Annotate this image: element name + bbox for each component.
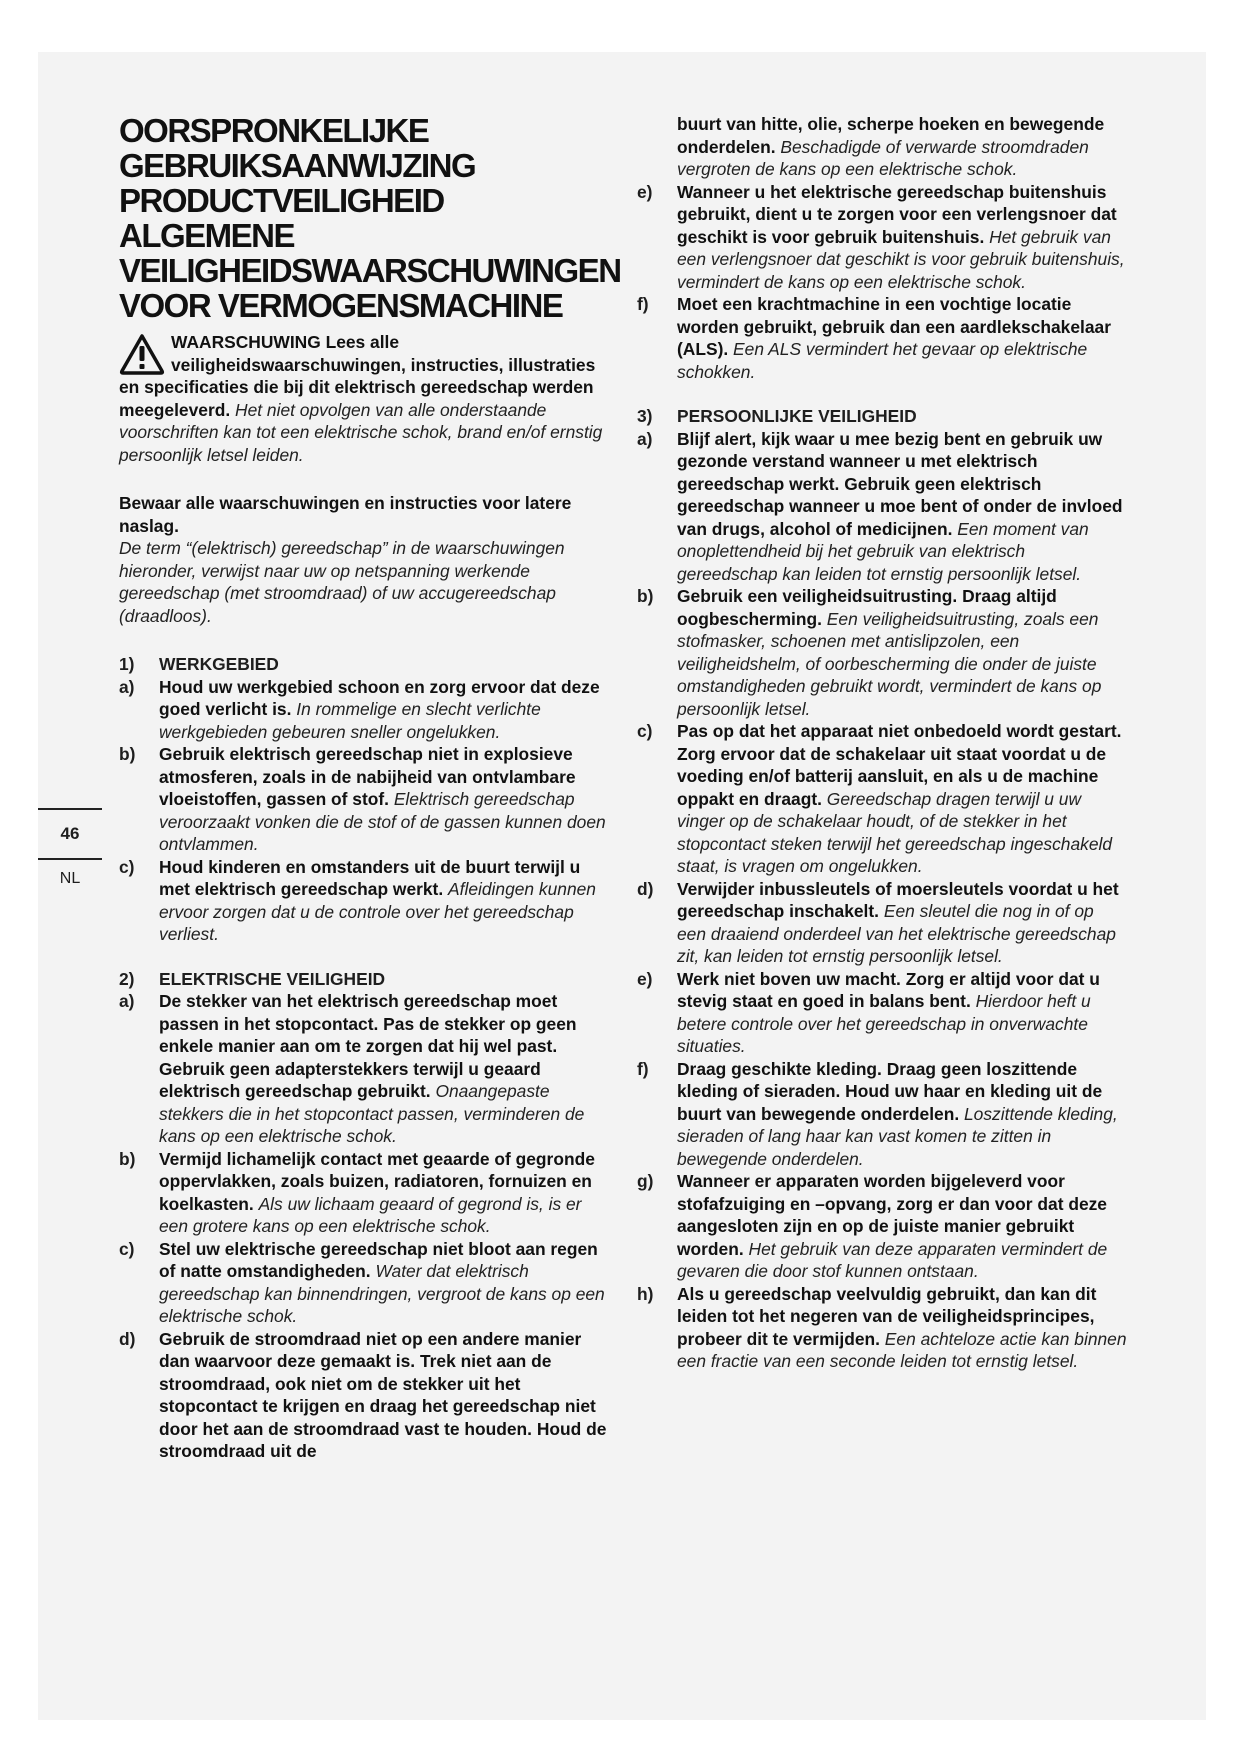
title-line: VEILIGHEIDSWAARSCHUWINGEN [119, 252, 621, 289]
item-italic-text: Een moment van onoplettendheid bij het gebruik van elektrisch gereedschap kan leiden tot ernstig persoonlijk letsel. [677, 518, 1089, 584]
item-italic-text: Beschadigde of verwarde stroomdraden vergroten de kans op een elektrische schok. [677, 136, 1089, 179]
item-bold-text: Verwijder inbussleutels of moersleutels voordat u het gereedschap inschakelt. [677, 878, 1119, 921]
title-line: GEBRUIKSAANWIJZING [119, 147, 476, 184]
list-item [637, 720, 1127, 878]
item-letter: d) [637, 878, 654, 899]
warning-text [119, 354, 609, 467]
item-italic-text: Loszittende kleding, sieraden of lang haar kan vast komen te zitten in bewegende onderdelen. [677, 1103, 1118, 1169]
list-item [637, 428, 1127, 586]
item-italic-text: In rommelige en slecht verlichte werkgebieden gebeuren sneller ongelukken. [159, 699, 541, 742]
item-bold-text: Wanneer u het elektrische gereedschap buitenshuis gebruikt, dient u te zorgen voor een verlengsnoer dat geschikt is voor gebruik buitenshuis. [677, 181, 1117, 247]
item-letter: d) [119, 1328, 136, 1349]
item-letter: a) [119, 991, 135, 1011]
item-bold-text: Gebruik elektrisch gereedschap niet in explosieve atmosferen, zoals in de nabijheid van ontvlambare vloeistoffen, gassen of stof. [159, 744, 576, 809]
list-item-continuation [637, 113, 1127, 181]
section-number: 3) [637, 406, 653, 426]
section-heading [119, 653, 609, 676]
list-item [637, 585, 1127, 720]
list-item [119, 1148, 609, 1238]
list-item [637, 1058, 1127, 1171]
list-item [637, 181, 1127, 294]
item-bold-text: Blijf alert, kijk waar u mee bezig bent en gebruik uw gezonde verstand wanneer u met elektrisch gereedschap werkt. Gebruik geen elektrisch gereedschap wanneer u moe bent of onder de invloed van drugs, alcohol of medicijnen. [677, 428, 1123, 539]
list-item [119, 856, 609, 946]
item-bold-text: Draag geschikte kleding. Draag geen loszittende kleding of sieraden. Houd uw haar en kleding uit de buurt van bewegende onderdelen. [677, 1058, 1103, 1124]
item-bold-text: buurt van hitte, olie, scherpe hoeken en bewegende onderdelen. [677, 114, 1105, 157]
language-code: NL [59, 870, 81, 887]
warning-block [119, 331, 609, 466]
item-letter: c) [637, 721, 653, 741]
item-letter: c) [119, 1238, 135, 1259]
list-item [119, 676, 609, 744]
left-column [119, 112, 621, 1463]
section-title: ELEKTRISCHE VEILIGHEID [159, 968, 386, 989]
right-column [637, 113, 1127, 1373]
warning-heading: WAARSCHUWING Lees alle [171, 332, 400, 352]
item-letter: e) [637, 181, 653, 202]
title-line: PRODUCTVEILIGHEID [119, 182, 444, 219]
item-letter: f) [637, 1058, 649, 1079]
item-italic-text: Hierdoor heft u betere controle over het gereedschap in onverwachte situaties. [677, 991, 1091, 1056]
item-italic-text: Een ALS vermindert het gevaar op elektrische schokken. [677, 339, 1088, 382]
item-letter: c) [119, 856, 135, 877]
keep-bold-text: Bewaar alle waarschuwingen en instructies voor latere naslag. [119, 493, 572, 536]
item-letter: f) [637, 294, 649, 314]
section-title: PERSOONLIJKE VEILIGHEID [677, 406, 917, 426]
item-italic-text: Afleidingen kunnen ervoor zorgen dat u de controle over het gereedschap verliest. [159, 879, 596, 944]
item-letter: e) [637, 968, 653, 989]
item-bold-text: Vermijd lichamelijk contact met geaarde of gegronde oppervlakken, zoals buizen, radiatoren, fornuizen en koelkasten. [159, 1148, 595, 1214]
title-line: VOOR VERMOGENSMACHINE [119, 287, 563, 324]
title-line: OORSPRONKELIJKE [119, 112, 429, 149]
item-bold-text: Houd uw werkgebied schoon en zorg ervoor dat deze goed verlicht is. [159, 676, 600, 719]
item-bold-text: Pas op dat het apparaat niet onbedoeld wordt gestart. Zorg ervoor dat de schakelaar uit staat voordat u de voeding en/of batterij aansluit, en als u de machine oppakt en draagt. [677, 721, 1122, 809]
page-title [119, 112, 621, 324]
item-bold-text: Als u gereedschap veelvuldig gebruikt, dan kan dit leiden tot het negeren van de veiligheidsprincipes, probeer dit te vermijden. [677, 1283, 1097, 1349]
list-item [119, 743, 609, 856]
item-italic-text: Water dat elektrisch gereedschap kan binnendringen, vergroot de kans op een elektrische schok. [159, 1261, 605, 1326]
item-italic-text: Een sleutel die nog in of op een draaiend onderdeel van het elektrische gereedschap zit, kan leiden tot ernstig persoonlijk letsel. [677, 901, 1116, 966]
item-letter: h) [637, 1283, 654, 1304]
list-item [119, 1328, 609, 1463]
item-bold-text: Gebruik een veiligheidsuitrusting. Draag altijd oogbescherming. [677, 586, 1057, 629]
section-heading [637, 405, 1127, 428]
item-letter: b) [119, 1148, 136, 1169]
section-number: 1) [119, 654, 135, 674]
item-letter: b) [637, 586, 654, 606]
section-title: WERKGEBIED [159, 654, 279, 674]
section-number: 2) [119, 968, 135, 989]
item-letter: g) [637, 1171, 654, 1191]
item-bold-text: Werk niet boven uw macht. Zorg er altijd voor dat u stevig staat en goed in balans bent. [677, 968, 1100, 1011]
keep-italic-text: De term “(elektrisch) gereedschap” in de waarschuwingen hieronder, verwijst naar uw op netspanning werkende gereedschap (met stroomdraad) of uw accugereedschap (draadloos). [119, 538, 565, 626]
item-italic-text: Een veiligheidsuitrusting, zoals een stofmasker, schoenen met antislipzolen, een veiligheidshelm, of oorbescherming die onder de juiste omstandigheden gebruikt wordt, vermindert de kans op persoonlijk letsel. [677, 608, 1102, 719]
keep-instructions [119, 492, 609, 627]
item-letter: a) [637, 428, 653, 449]
list-item [637, 878, 1127, 968]
item-italic-text: Gereedschap dragen terwijl u uw vinger op de schakelaar houdt, of de stekker in het stopcontact steken terwijl het gereedschap ingeschakeld staat, is vragen om ongelukken. [677, 788, 1113, 876]
item-bold-text: Gebruik de stroomdraad niet op een andere manier dan waarvoor deze gemaakt is. Trek niet aan de stroomdraad, ook niet om de stekker uit het stopcontact te krijgen en draag het gereedschap niet door het aan de stroomdraad vast te houden. Houd de stroomdraad uit de [159, 1328, 607, 1461]
list-item [637, 968, 1127, 1058]
item-italic-text: Als uw lichaam geaard of gegrond is, is er een grotere kans op een elektrische schok. [159, 1193, 582, 1236]
list-item [637, 293, 1127, 383]
list-item [119, 1238, 609, 1328]
warning-bold-text: veiligheidswaarschuwingen, instructies, illustraties en specificaties die bij dit elektrisch gereedschap werden meegeleverd. [119, 354, 596, 420]
item-italic-text: Het gebruik van een verlengsnoer dat geschikt is voor gebruik buitenshuis, vermindert de kans op een elektrische schok. [677, 226, 1125, 292]
item-bold-text: Wanneer er apparaten worden bijgeleverd voor stofafzuiging en –opvang, zorg er dan voor dat deze aangesloten zijn en op de juiste manier gebruikt worden. [677, 1171, 1107, 1259]
item-letter: b) [119, 744, 136, 764]
item-bold-text: Moet een krachtmachine in een vochtige locatie worden gebruikt, gebruik dan een aardlekschakelaar (ALS). [677, 294, 1111, 359]
page-number: 46 [60, 824, 80, 843]
page-margin-tab [38, 808, 102, 888]
title-line: ALGEMENE [119, 217, 295, 254]
item-bold-text: Stel uw elektrische gereedschap niet bloot aan regen of natte omstandigheden. [159, 1238, 598, 1281]
section-heading [119, 968, 609, 991]
item-bold-text: De stekker van het elektrisch gereedschap moet passen in het stopcontact. Pas de stekker op geen enkele manier aan om te zorgen dat hij wel past. Gebruik geen adapterstekkers terwijl u geaard elektrisch gereedschap gebruikt. [159, 991, 577, 1101]
item-letter: a) [119, 676, 135, 697]
list-item [637, 1170, 1127, 1283]
item-bold-text: Houd kinderen en omstanders uit de buurt terwijl u met elektrisch gereedschap werkt. [159, 856, 581, 899]
item-italic-text: Het gebruik van deze apparaten vermindert de gevaren die door stof kunnen ontstaan. [677, 1238, 1108, 1281]
item-italic-text: Onaangepaste stekkers die in het stopcontact passen, verminderen de kans op een elektrische schok. [159, 1081, 585, 1146]
list-item [119, 990, 609, 1148]
item-italic-text: Elektrisch gereedschap veroorzaakt vonken die de stof of de gassen kunnen doen ontvlammen. [159, 789, 606, 854]
warning-italic-text: Het niet opvolgen van alle onderstaande voorschriften kan tot een elektrische schok, brand en/of ernstig persoonlijk letsel leiden. [119, 399, 603, 465]
item-italic-text: Een achteloze actie kan binnen een fractie van een seconde leiden tot ernstig letsel. [677, 1328, 1127, 1371]
list-item [637, 1283, 1127, 1373]
warning-triangle-icon [119, 333, 165, 375]
